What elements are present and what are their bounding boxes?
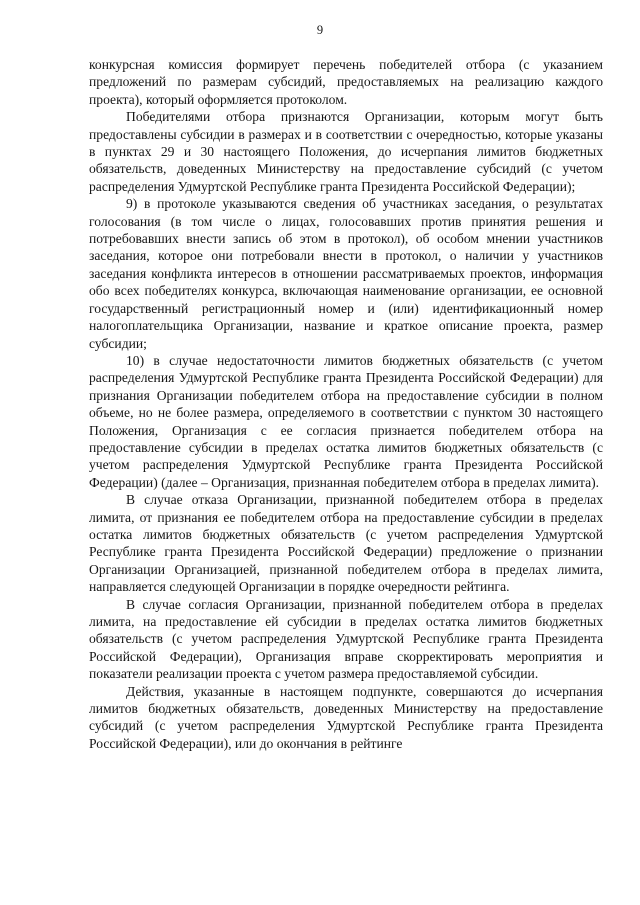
document-body	[89, 56, 603, 752]
paragraph-item-10-limits: 10) в случае недостаточности лимитов бюджетных обязательств (с учетом распределения Удмуртской Республике гранта Президента Российской Федерации) для признания Организации победителем отбора на предоставление субсидии в полном объеме, но не более размера, определяемого в соответствии с пунктом 30 настоящего Положения, Организация с ее согласия признается победителем отбора на предоставление субсидии в пределах остатка лимитов бюджетных обязательств (с учетом распределения Удмуртской Республике гранта Президента Российской Федерации) (далее – Организация, признанная победителем отбора в пределах лимита).	[89, 352, 603, 490]
paragraph-consent-case: В случае согласия Организации, признанной победителем отбора в пределах лимита, на предоставление ей субсидии в пределах остатка лимитов бюджетных обязательств (с учетом распределения Удмуртской Республике гранта Президента Российской Федерации), Организация вправе скорректировать мероприятия и показатели реализации проекта с учетом размера предоставляемой субсидии.	[89, 596, 603, 682]
paragraph-actions: Действия, указанные в настоящем подпункте, совершаются до исчерпания лимитов бюджетных обязательств, доведенных Министерству на предоставление субсидий (с учетом распределения Удмуртской Республике гранта Президента Российской Федерации), или до окончания в рейтинге	[89, 683, 603, 751]
paragraph-winners: Победителями отбора признаются Организации, которым могут быть предоставлены субсидии в размерах и в соответствии с очередностью, которые указаны в пунктах 29 и 30 настоящего Положения, до исчерпания лимитов бюджетных обязательств, доведенных Министерству на предоставление субсидий (с учетом распределения Удмуртской Республике гранта Президента Российской Федерации);	[89, 109, 603, 194]
page-number: 9	[316, 23, 324, 37]
paragraph-item-9-protocol: 9) в протоколе указываются сведения об участниках заседания, о результатах голосования (в том числе о лицах, голосовавших против принятия решения и потребовавших внести запись об этом в протокол), об особом мнении участников заседания, которое они потребовали внести в протокол, о наличии у участников заседания конфликта интересов в отношении рассматриваемых проектов, информация обо всех победителях конкурса, включающая наименование организации, ее основной государственный регистрационный номер и (или) идентификационный номер налогоплательщика Организации, название и краткое описание проекта, размер субсидии;	[89, 196, 603, 351]
paragraph-refusal-case: В случае отказа Организации, признанной победителем отбора в пределах лимита, от признания ее победителем отбора на предоставление субсидии в пределах остатка лимитов бюджетных обязательств (с учетом распределения Удмуртской Республике гранта Президента Российской Федерации) предложение о признании Организации Организацией, признанной победителем отбора в пределах лимита, направляется следующей Организации в порядке очередности рейтинга.	[89, 492, 603, 595]
paragraph-continuation: конкурсная комиссия формирует перечень победителей отбора (с указанием предложений по размерам субсидий, предоставляемых на реализацию каждого проекта), который оформляется протоколом.	[89, 57, 603, 107]
